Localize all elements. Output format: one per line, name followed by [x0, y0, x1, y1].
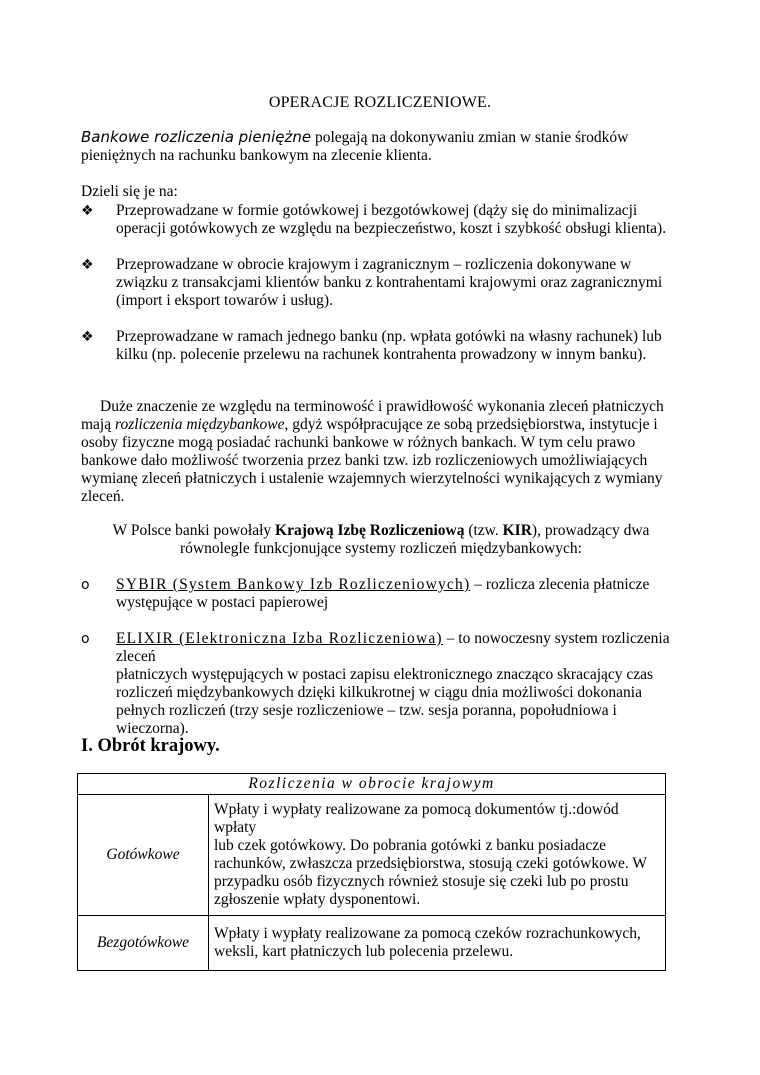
- circle-bullet-icon: o: [81, 631, 90, 647]
- bullet-line: Przeprowadzane w formie gotówkowej i bezgotówkowej (dąży się do minimalizacji: [116, 202, 638, 219]
- system-line: występujące w postaci papierowej: [116, 594, 329, 611]
- table-header-row: [78, 774, 666, 795]
- bullet-line: Przeprowadzane w obrocie krajowym i zagranicznym – rozliczenia dokonywane w: [116, 256, 632, 273]
- document-title: OPERACJE ROZLICZENIOWE.: [268, 94, 492, 111]
- bullet-line: kilku (np. polecenie przelewu na rachunek kontrahenta prowadzony w innym banku).: [116, 346, 647, 363]
- kir-text: ), prowadzący dwa: [531, 522, 650, 539]
- settlement-table: [77, 773, 666, 971]
- cell-line: Wpłaty i wypłaty realizowane za pomocą czeków rozrachunkowych,: [214, 925, 641, 942]
- bullet-line: operacji gotówkowych ze względu na bezpieczeństwo, koszt i szybkość obsługi klienta).: [116, 220, 667, 237]
- para-line: mają: [81, 416, 115, 433]
- diamond-bullet-icon: ❖: [81, 203, 94, 219]
- table-row: [78, 795, 666, 916]
- row-description: [209, 916, 666, 971]
- para-line: zleceń.: [81, 488, 125, 505]
- system-text: – rozlicza zlecenia płatnicze: [470, 576, 650, 593]
- bullet-line: (import i eksport towarów i usług).: [116, 292, 333, 309]
- kir-paragraph: [81, 522, 681, 558]
- para-line: bankowe dało możliwość tworzenia przez banki tzw. izb rozliczeniowych umożliwiających: [81, 452, 648, 469]
- row-description: [209, 795, 666, 916]
- cell-line: zgłoszenie wpłaty dysponentowi.: [214, 891, 421, 908]
- bullet-line: związku z transakcjami klientów banku z kontrahentami krajowymi oraz zagranicznymi: [116, 274, 663, 291]
- intro-rest: polegają na dokonywaniu zmian w stanie środków: [311, 129, 629, 146]
- kir-bold-name: Krajową Izbę Rozliczeniową: [275, 522, 465, 539]
- circle-bullet-icon: o: [81, 577, 90, 593]
- table-row: [78, 916, 666, 971]
- system-line: pełnych rozliczeń (trzy sesje rozliczeniowe – tzw. sesja poranna, popołudniowa i: [116, 702, 617, 719]
- system-line: rozliczeń międzybankowych dzięki kilkukrotnej w ciągu dnia możliwości dokonania: [116, 684, 642, 701]
- diamond-bullet-icon: ❖: [81, 257, 94, 273]
- diamond-bullet-icon: ❖: [81, 329, 94, 345]
- cell-line: rachunków, zwłaszcza przedsiębiorstwa, stosują czeki gotówkowe. W: [214, 855, 647, 872]
- elixir-link[interactable]: ELIXIR (Elektroniczna Izba Rozliczeniowa): [116, 630, 443, 647]
- para-line: Duże znaczenie ze względu na terminowość i prawidłowość wykonania zleceń płatniczych: [100, 398, 664, 415]
- cell-line: Wpłaty i wypłaty realizowane za pomocą dokumentów tj.:dowód wpłaty: [214, 801, 619, 836]
- kir-line-2: równolegle funkcjonujące systemy rozliczeń międzybankowych:: [179, 540, 582, 557]
- section-heading: I. Obrót krajowy.: [81, 736, 220, 756]
- divide-label: Dzieli się je na:: [81, 183, 178, 200]
- system-text: – to nowoczesny system rozliczenia zleceń: [116, 630, 670, 665]
- kir-text: W Polsce banki powołały: [112, 522, 276, 539]
- system-line: wieczorna).: [116, 720, 189, 737]
- row-label: Bezgotówkowe: [78, 916, 209, 971]
- para-line: osoby fizyczne mogą posiadać rachunki bankowe w różnych bankach. W tym celu prawo: [81, 434, 636, 451]
- para-italic-term: rozliczenia międzybankowe: [115, 416, 285, 433]
- intro-line-2: pieniężnych na rachunku bankowym na zlecenie klienta.: [81, 147, 432, 164]
- interbank-paragraph: [81, 398, 681, 506]
- system-line: płatniczych występujących w postaci zapisu elektronicznego znacząco skracający czas: [116, 666, 654, 683]
- table-header: Rozliczenia w obrocie krajowym: [78, 774, 666, 795]
- kir-bold-abbrev: KIR: [502, 522, 532, 539]
- cell-line: przypadku osób fizycznych również stosuje się czeki lub po prostu: [214, 873, 629, 890]
- cell-line: weksli, kart płatniczych lub polecenia przelewu.: [214, 943, 514, 960]
- intro-paragraph: [81, 128, 681, 165]
- bullet-line: Przeprowadzane w ramach jednego banku (np. wpłata gotówki na własny rachunek) lub: [116, 328, 662, 345]
- intro-lead-term: Bankowe rozliczenia pieniężne: [81, 128, 312, 146]
- para-line: wymianę zleceń płatniczych i ustalenie wzajemnych wierzytelności wynikających z wymiany: [81, 470, 663, 487]
- kir-text: (tzw.: [464, 522, 503, 539]
- row-label: Gotówkowe: [78, 795, 209, 916]
- cell-line: lub czek gotówkowy. Do pobrania gotówki z banku posiadacze: [214, 837, 606, 854]
- sybir-link[interactable]: SYBIR (System Bankowy Izb Rozliczeniowych): [116, 576, 471, 593]
- para-line: , gdyż współpracujące ze sobą przedsiębiorstwa, instytucje i: [284, 416, 658, 433]
